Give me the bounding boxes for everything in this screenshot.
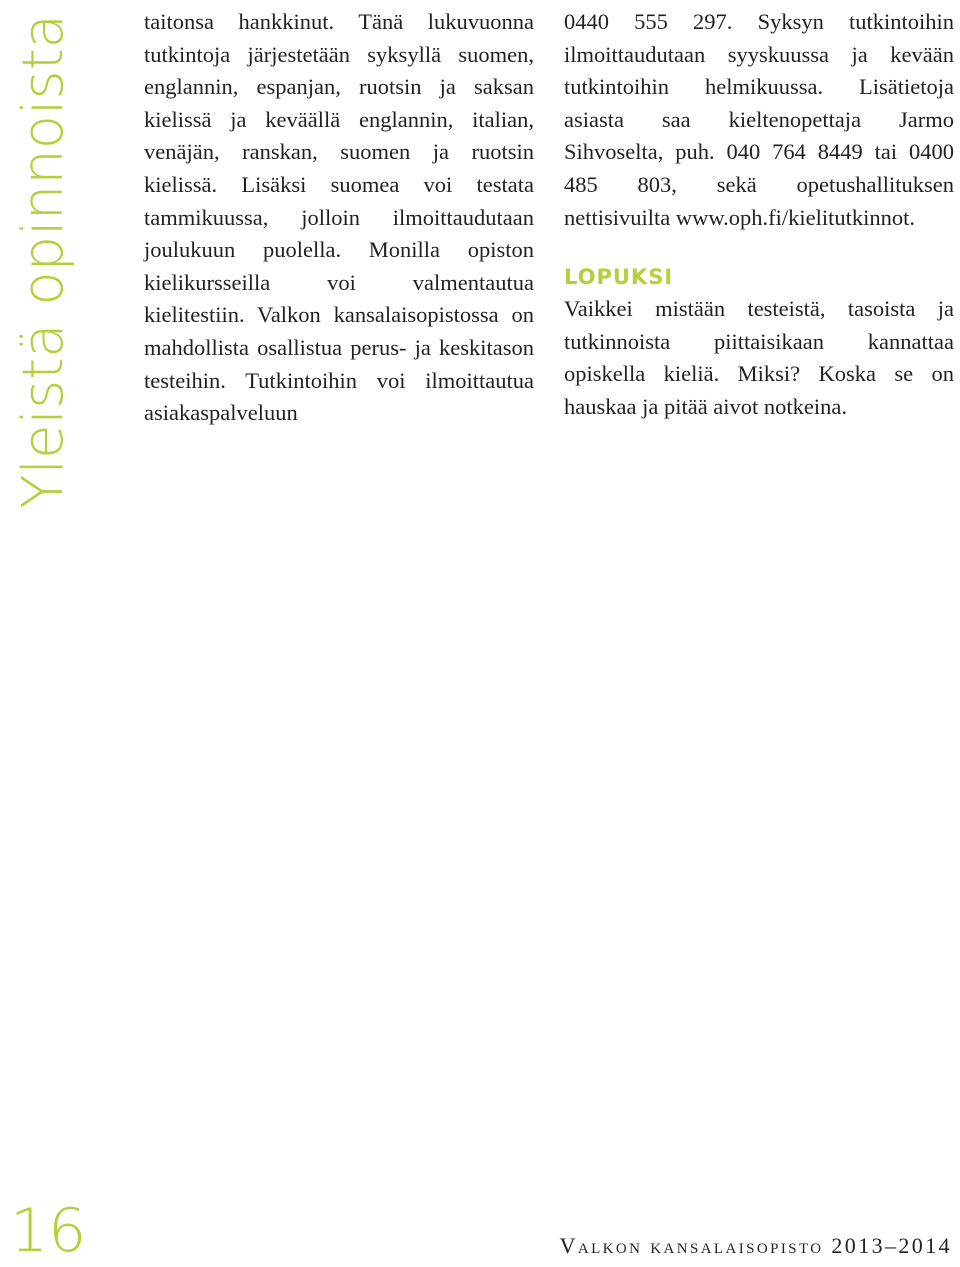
closing-paragraph: Vaikkei mistään testeistä, tasoista ja tutkinnoista piittaisikaan kannattaa opiskella kieliä. Miksi? Koska se on hauskaa ja pitää aivot notkeina. xyxy=(564,296,954,419)
page-number: 16 xyxy=(10,1196,87,1266)
body-paragraph: taitonsa hankkinut. Tänä lukuvuonna tutkintoja järjestetään syksyllä suomen, englannin, espanjan, ruotsin ja saksan kielissä ja keväällä englannin, italian, venäjän, ranskan, suomen ja ruotsin kielissä. Lisäksi suomea voi testata tammikuussa, jolloin ilmoittaudutaan joulukuun puolella. Monilla opiston kielikursseilla voi valmentautua kielitestiin. Valkon kansalaisopistossa on mahdollista osallistua perus- ja keskitason testeihin. Tutkintoihin voi ilmoittautua asiakaspalveluun xyxy=(144,9,534,426)
left-text-column xyxy=(144,6,534,430)
body-paragraph: 0440 555 297. Syksyn tutkintoihin ilmoittaudutaan syyskuussa ja kevään tutkintoihin helmikuussa. Lisätietoja asiasta saa kieltenopettaja Jarmo Sihvoselta, puh. 040 764 8449 tai 0400 485 803, sekä opetushallituksen nettisivuilta www.oph.fi/kielitutkinnot. xyxy=(564,9,954,230)
section-heading: LOPUKSI xyxy=(564,265,674,290)
right-text-column xyxy=(564,6,954,424)
section-side-title: Yleistä opinnoista xyxy=(11,14,76,509)
footer-publication-title: Valkon kansalaisopisto 2013–2014 xyxy=(559,1233,952,1258)
